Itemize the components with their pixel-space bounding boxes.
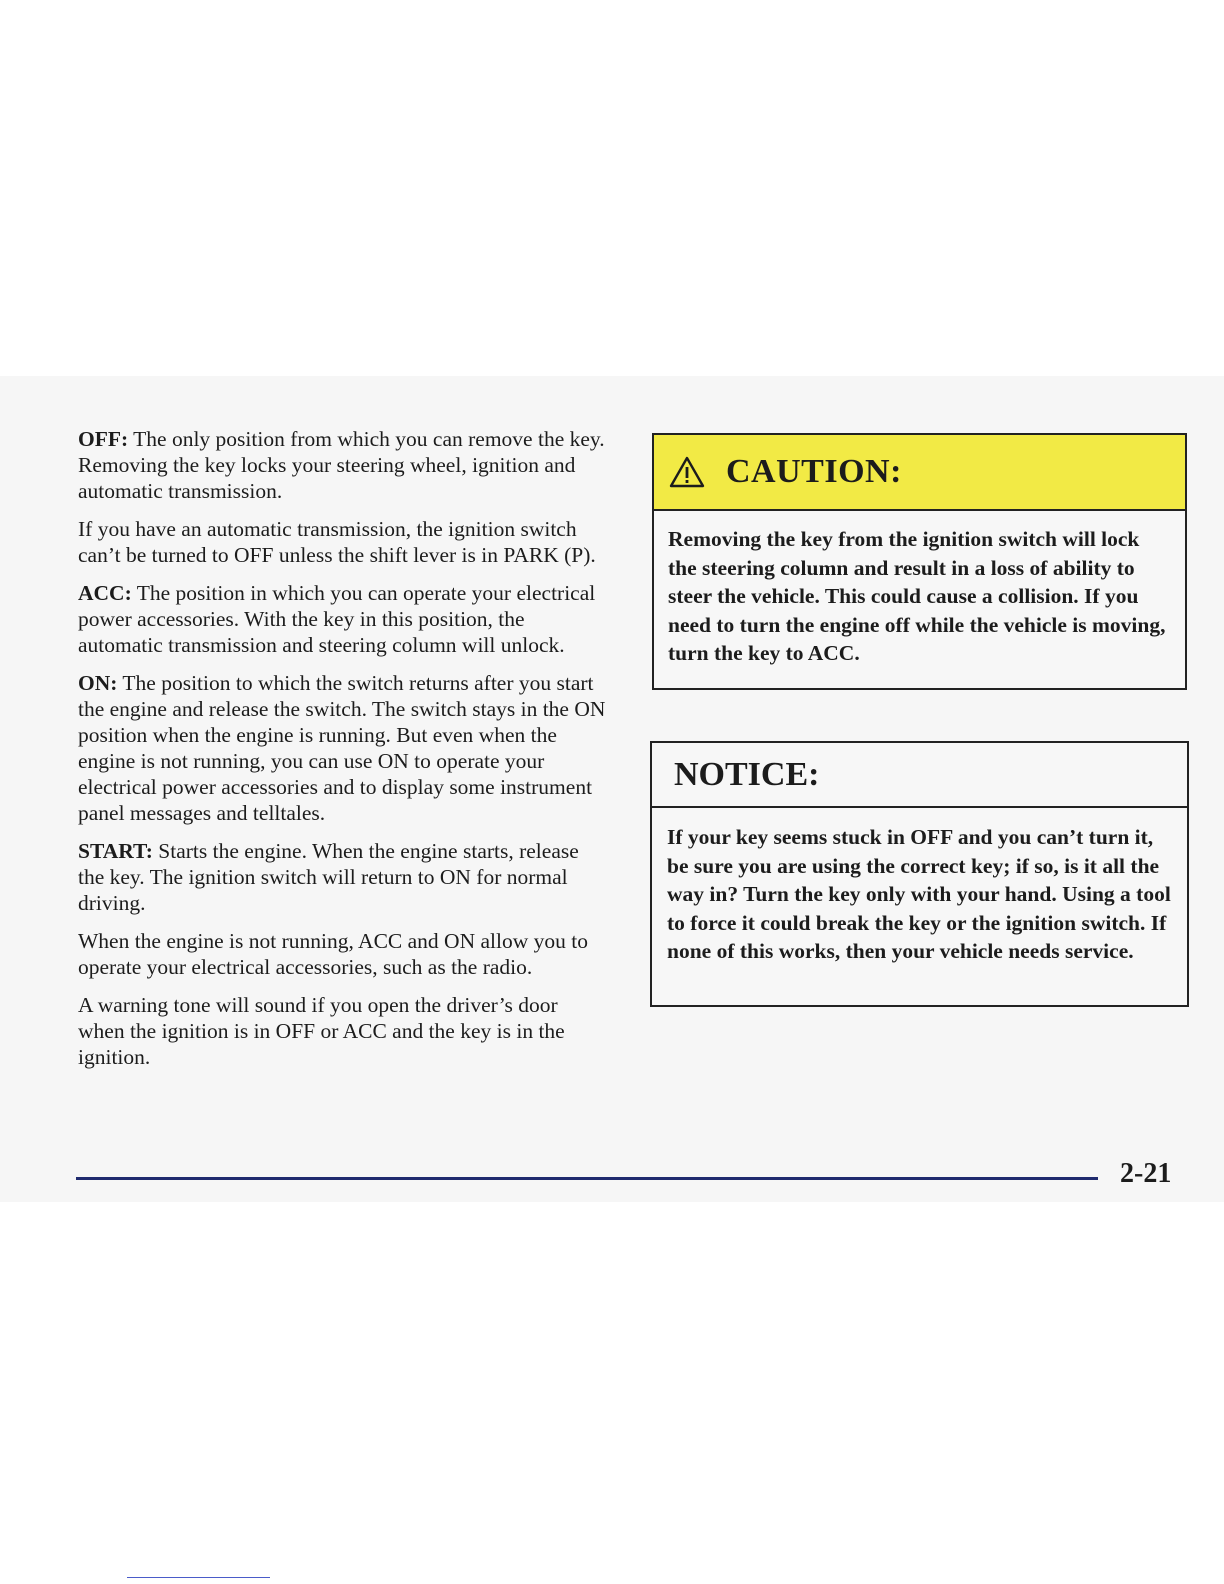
notice-box: [650, 741, 1189, 1007]
start-text: Starts the engine. When the engine starts, release the key. The ignition switch will return to ON for normal driving.: [78, 839, 579, 915]
acc-paragraph: [78, 580, 608, 658]
start-paragraph: [78, 838, 608, 916]
off-text: The only position from which you can remove the key. Removing the key locks your steering wheel, ignition and automatic transmission.: [78, 427, 605, 503]
caution-title: CAUTION:: [726, 453, 902, 490]
off-term: OFF:: [78, 427, 129, 451]
footer-rule: [76, 1177, 1098, 1180]
acc-text: The position in which you can operate your electrical power accessories. With the key in this position, the automatic transmission and steering column will unlock.: [78, 581, 596, 657]
on-paragraph: [78, 670, 608, 826]
page-number: 2-21: [1120, 1158, 1172, 1189]
engine-not-running-paragraph: When the engine is not running, ACC and ON allow you to operate your electrical accessories, such as the radio.: [78, 929, 588, 979]
off-paragraph: [78, 426, 608, 504]
auto-transmission-paragraph: If you have an automatic transmission, the ignition switch can’t be turned to OFF unless the shift lever is in PARK (P).: [78, 517, 596, 567]
caution-box: [652, 433, 1187, 690]
warning-tone-paragraph: A warning tone will sound if you open the driver’s door when the ignition is in OFF or ACC and the key is in the ignition.: [78, 993, 565, 1069]
warning-triangle-icon: [668, 455, 706, 489]
caution-header: [654, 435, 1185, 511]
on-text: The position to which the switch returns after you start the engine and release the switch. The switch stays in the ON position when the engine is running. But even when the engine is not running, you can use ON to operate your electrical power accessories and to display some instrument panel messages and telltales.: [78, 671, 606, 825]
notice-body: If your key seems stuck in OFF and you can’t turn it, be sure you are using the correct key; if so, is it all the way in? Turn the key only with your hand. Using a tool to force it could break the key or the ignition switch. If none of this works, then your vehicle needs service.: [667, 825, 1171, 963]
acc-term: ACC:: [78, 581, 132, 605]
notice-title: NOTICE:: [674, 755, 820, 793]
ignition-positions-text: [78, 426, 608, 1082]
start-term: START:: [78, 839, 153, 863]
notice-header: [652, 743, 1187, 808]
bottom-link-underline: [127, 1577, 270, 1578]
on-term: ON:: [78, 671, 118, 695]
caution-body: Removing the key from the ignition switch will lock the steering column and result in a loss of ability to steer the vehicle. This could cause a collision. If you need to turn the engine off while the vehicle is moving, turn the key to ACC.: [668, 527, 1166, 665]
